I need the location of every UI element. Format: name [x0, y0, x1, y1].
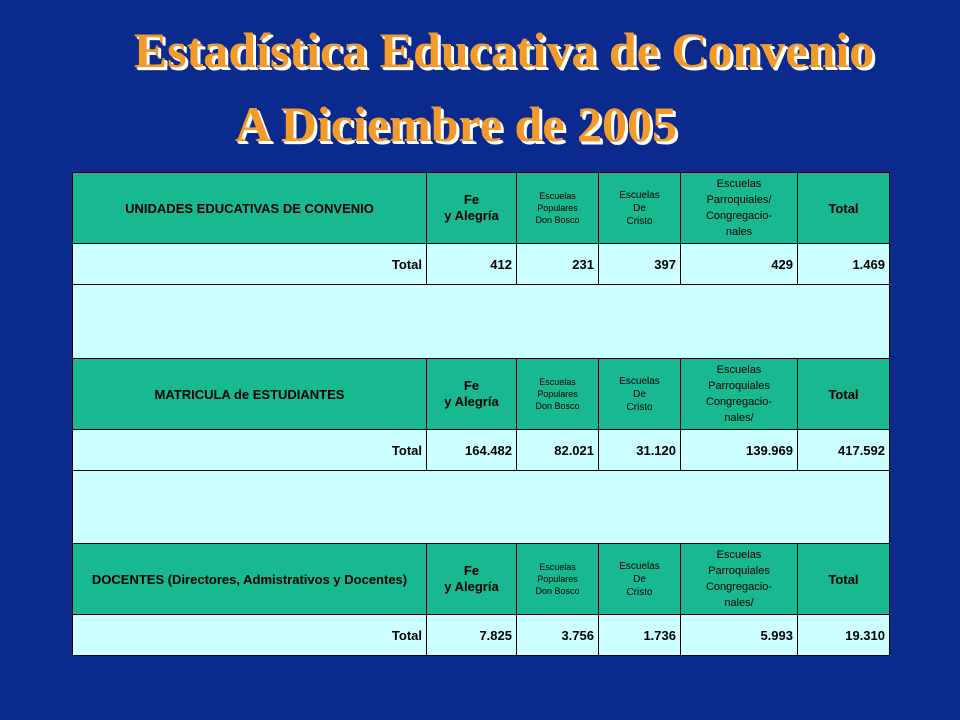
table-row [73, 430, 890, 471]
title-line-1: Estadística Educativa de Convenio [133, 22, 875, 78]
col-parroquiales [681, 544, 798, 615]
header-line: Don Bosco [535, 401, 580, 411]
table-cell: 139.969 [681, 430, 798, 471]
col-parroquiales [681, 173, 798, 244]
table-cell: 19.310 [798, 615, 890, 656]
header-row [73, 359, 890, 430]
header-line: nales/ [724, 412, 754, 424]
table-cell: 7.825 [427, 615, 517, 656]
table-cell: 397 [599, 244, 681, 285]
table-cell: 5.993 [681, 615, 798, 656]
header-line: Parroquiales [708, 565, 770, 577]
table-cell: 231 [517, 244, 599, 285]
col-populares-don-bosco [517, 173, 599, 244]
header-line: Parroquiales [708, 380, 770, 392]
col-escuelas-de-cristo [599, 359, 681, 430]
section-title: UNIDADES EDUCATIVAS DE CONVENIO [73, 173, 427, 244]
header-line: nales [725, 226, 753, 238]
col-fe-y-alegria [427, 544, 517, 615]
header-line: Fe [463, 563, 480, 578]
header-line: y Alegría [444, 208, 499, 223]
header-line: Fe [463, 192, 480, 207]
table-row [73, 615, 890, 656]
header-line: Fe [463, 378, 480, 393]
table-cell: 1.469 [798, 244, 890, 285]
header-line: y Alegría [444, 394, 499, 409]
header-line: Cristo [626, 215, 653, 227]
header-line: Cristo [626, 586, 653, 598]
col-total: Total [798, 359, 890, 430]
header-line: Escuelas [539, 562, 576, 572]
header-line: Escuelas [716, 549, 762, 561]
header-line: Escuelas [716, 178, 762, 190]
header-line: nales/ [724, 597, 754, 609]
row-label: Total [73, 615, 427, 656]
table-cell: 417.592 [798, 430, 890, 471]
col-parroquiales [681, 359, 798, 430]
col-populares-don-bosco [517, 359, 599, 430]
table-cell: 412 [427, 244, 517, 285]
header-line: Don Bosco [535, 215, 580, 225]
col-total: Total [798, 173, 890, 244]
header-line: Cristo [626, 401, 653, 413]
header-line: De [633, 202, 646, 214]
col-escuelas-de-cristo [599, 173, 681, 244]
table-cell: 164.482 [427, 430, 517, 471]
section-title: DOCENTES (Directores, Admistrativos y Docentes) [73, 544, 427, 615]
header-row [73, 173, 890, 244]
spacer-row [73, 471, 890, 544]
col-populares-don-bosco [517, 544, 599, 615]
header-line: Escuelas [716, 364, 762, 376]
header-line: Parroquiales/ [706, 194, 772, 206]
statistics-table [72, 172, 890, 656]
table-row [73, 244, 890, 285]
section-title: MATRICULA de ESTUDIANTES [73, 359, 427, 430]
title-line-2: A Diciembre de 2005 [234, 96, 678, 152]
row-label: Total [73, 244, 427, 285]
header-row [73, 544, 890, 615]
table-cell: 429 [681, 244, 798, 285]
header-line: Congregacio- [705, 396, 773, 408]
header-line: Don Bosco [535, 586, 580, 596]
header-line: Populares [537, 203, 578, 213]
header-line: Congregacio- [705, 210, 773, 222]
header-line: Escuelas [539, 377, 576, 387]
header-line: Populares [537, 389, 578, 399]
col-fe-y-alegria [427, 173, 517, 244]
header-line: Populares [537, 574, 578, 584]
col-fe-y-alegria [427, 359, 517, 430]
table-cell: 31.120 [599, 430, 681, 471]
spacer-row [73, 285, 890, 359]
header-line: Congregacio- [705, 581, 773, 593]
spacer-cell [73, 285, 890, 359]
header-line: Escuelas [619, 560, 660, 572]
table-cell: 82.021 [517, 430, 599, 471]
spacer-cell [73, 471, 890, 544]
header-line: De [633, 388, 646, 400]
header-line: Escuelas [539, 191, 576, 201]
row-label: Total [73, 430, 427, 471]
col-total: Total [798, 544, 890, 615]
col-escuelas-de-cristo [599, 544, 681, 615]
header-line: Escuelas [619, 375, 660, 387]
table-cell: 3.756 [517, 615, 599, 656]
header-line: De [633, 573, 646, 585]
header-line: y Alegría [444, 579, 499, 594]
table-cell: 1.736 [599, 615, 681, 656]
header-line: Escuelas [619, 189, 660, 201]
